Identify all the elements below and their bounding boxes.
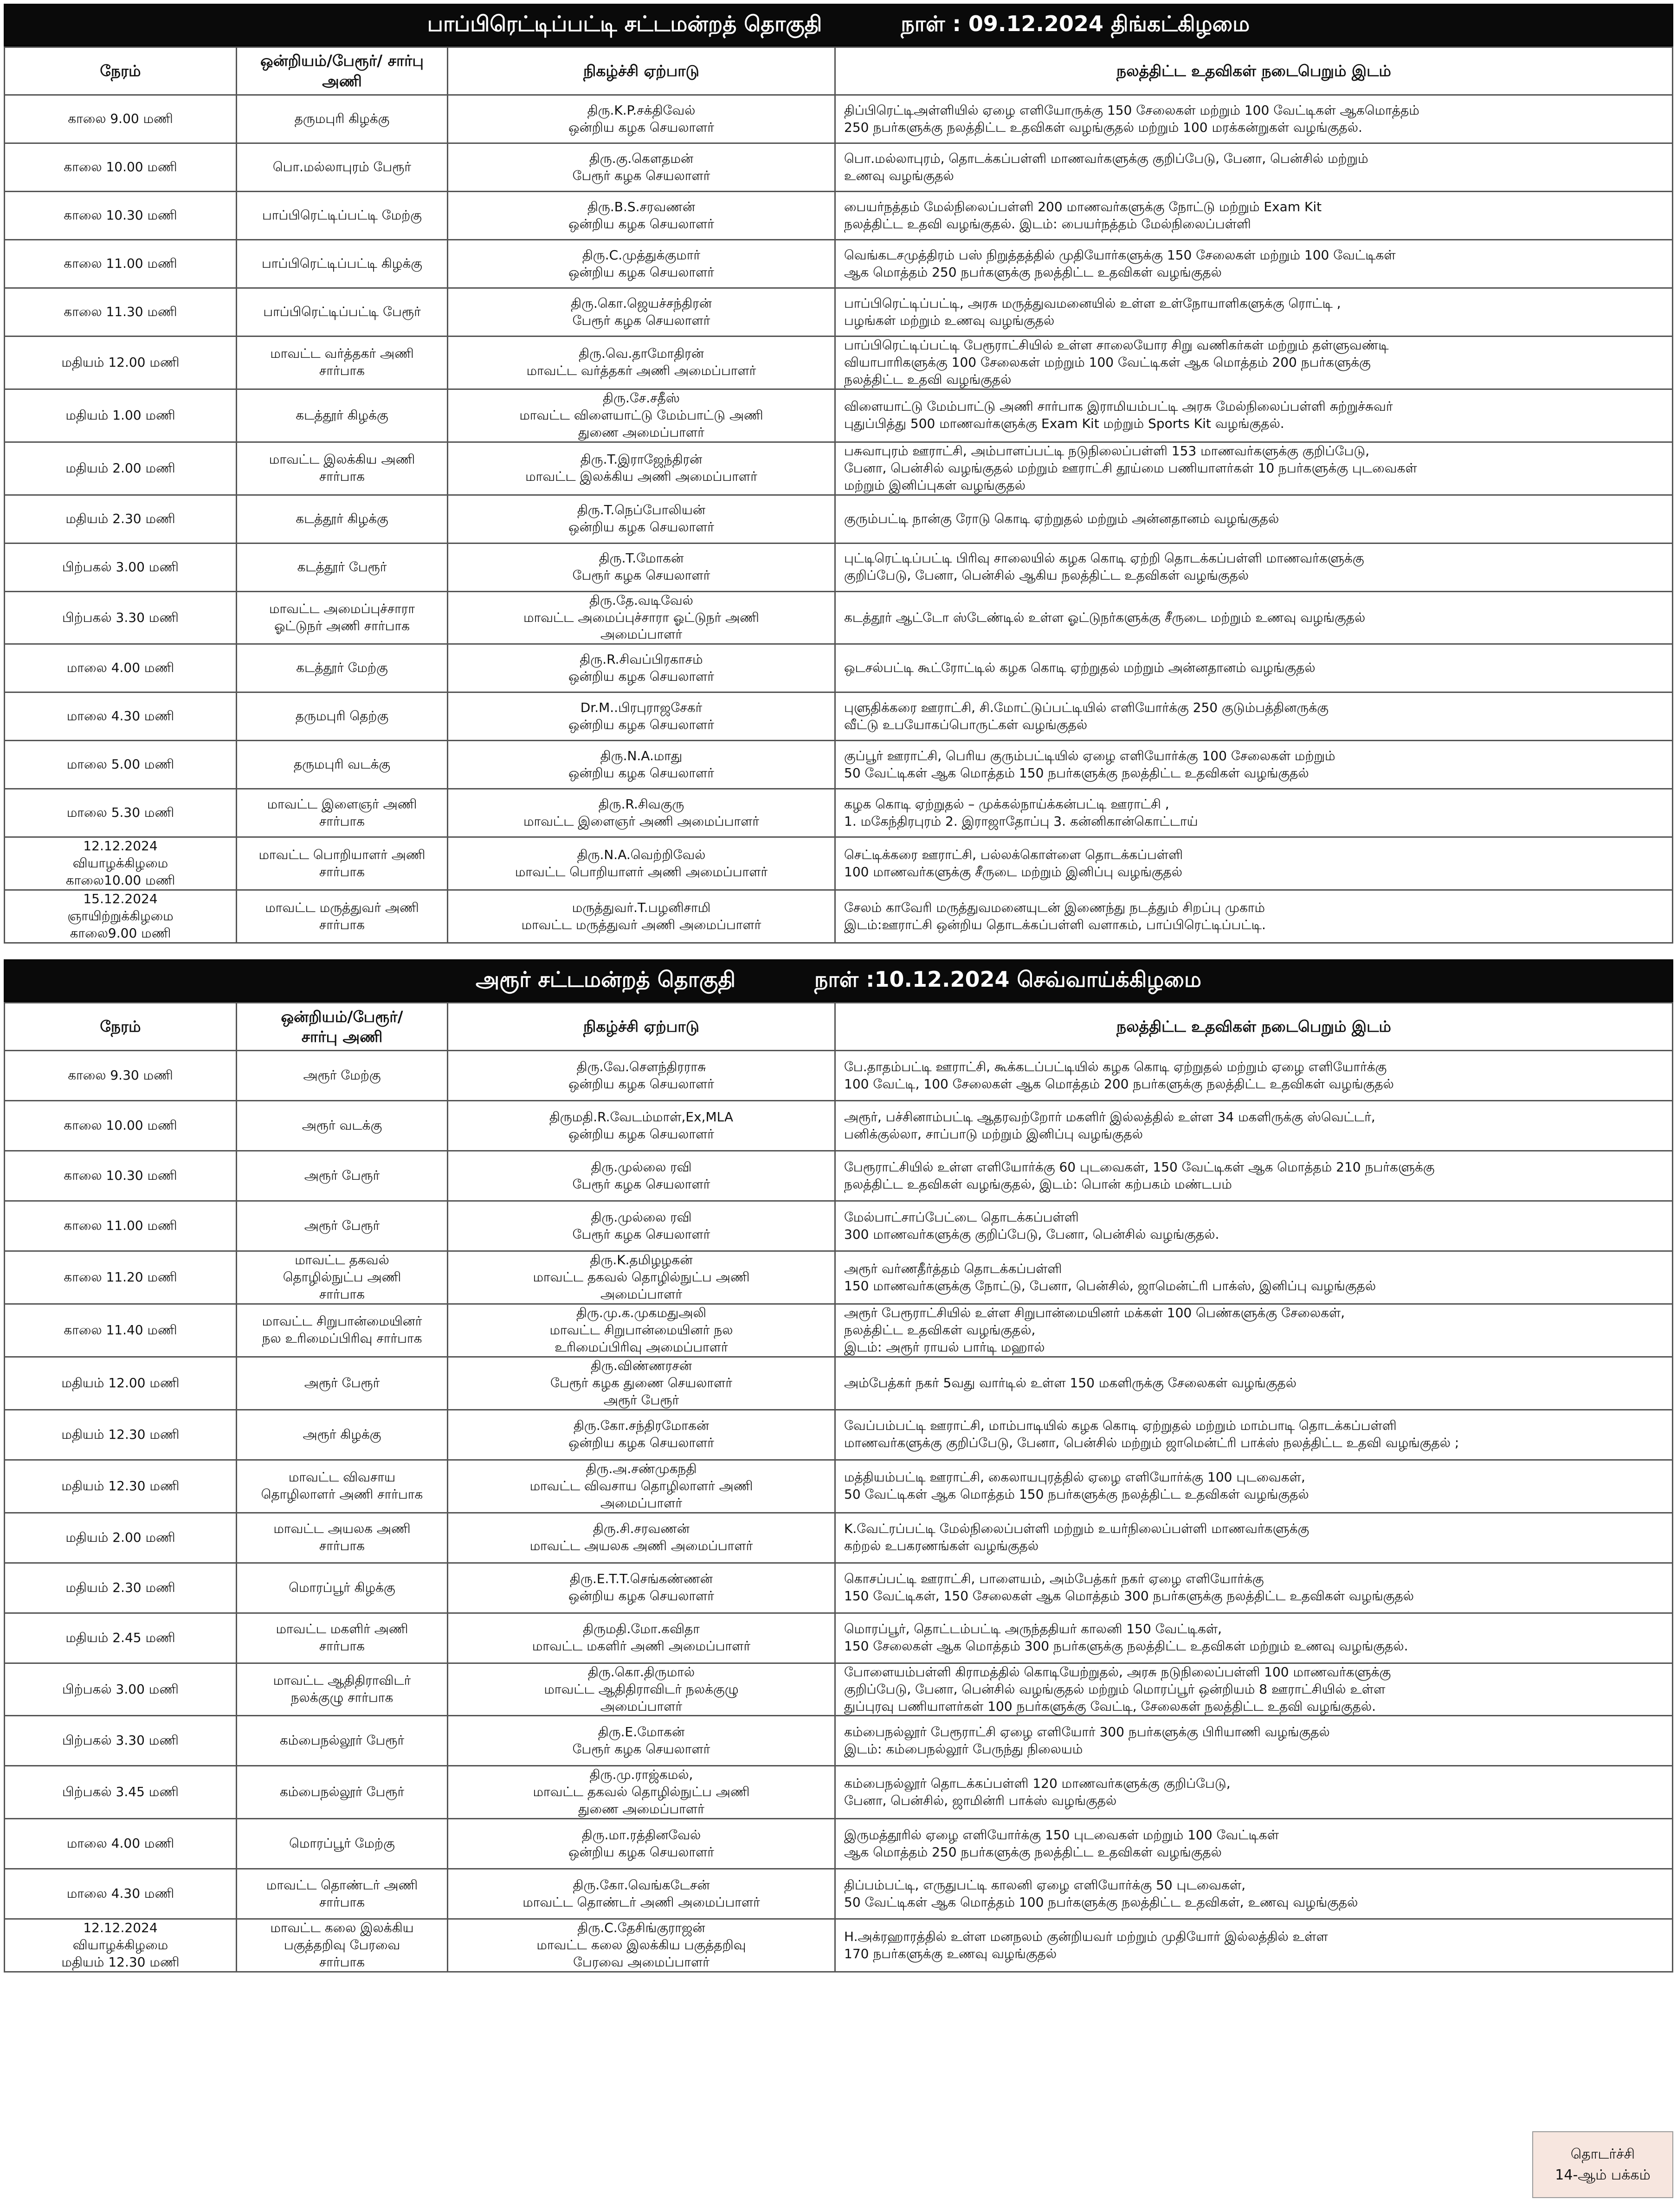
org-cell: திருமதி.R.வேடம்மாள்,Ex,MLA ஒன்றிய கழக செயலாளர் [448, 1101, 835, 1151]
section-banner [4, 4, 1673, 46]
org-cell: திரு.T.நெப்போலியன் ஒன்றிய கழக செயலாளர் [448, 495, 835, 543]
benefit-cell: K.வேட்ரப்பட்டி மேல்நிலைப்பள்ளி மற்றும் உயர்நிலைப்பள்ளி மாணவர்களுக்கு கற்றல் உபகரணங்கள் வழங்குதல் [835, 1513, 1673, 1563]
unit-cell: அரூர் பேரூர் [237, 1357, 448, 1410]
benefit-cell: பையர்நத்தம் மேல்நிலைப்பள்ளி 200 மாணவர்களுக்கு நோட்டு மற்றும் Exam Kit நலத்திட்ட உதவி வழங்குதல். இடம்: பையர்நத்தம் மேல்நிலைப்பள்ளி [835, 192, 1673, 240]
benefit-cell: ஒடசல்பட்டி கூட்ரோட்டில் கழக கொடி ஏற்றுதல் மற்றும் அன்னதானம் வழங்குதல் [835, 644, 1673, 692]
table-row [5, 591, 1673, 644]
benefit-cell: விளையாட்டு மேம்பாட்டு அணி சார்பாக இராமியம்பட்டி அரசு மேல்நிலைப்பள்ளி சுற்றுச்சுவர் புதுப்பித்து 500 மாணவர்களுக்கு Exam Kit மற்றும் Sports Kit வழங்குதல். [835, 389, 1673, 442]
table-row [5, 495, 1673, 543]
org-cell: திரு.C.முத்துக்குமார் ஒன்றிய கழக செயலாளர் [448, 240, 835, 288]
unit-cell: மாவட்ட சிறுபான்மையினர் நல உரிமைப்பிரிவு சார்பாக [237, 1304, 448, 1357]
schedule-table [4, 1002, 1673, 1973]
time-cell: மதியம் 12.30 மணி [5, 1410, 237, 1460]
time-cell: மதியம் 12.00 மணி [5, 1357, 237, 1410]
benefit-cell: கம்பைநல்லூர் பேரூராட்சி ஏழை எளியோர் 300 நபர்களுக்கு பிரியாணி வழங்குதல் இடம்: கம்பைநல்லூர் பேருந்து நிலையம் [835, 1716, 1673, 1766]
table-row [5, 1766, 1673, 1819]
table-row [5, 336, 1673, 389]
table-row [5, 442, 1673, 495]
table-row [5, 1051, 1673, 1101]
unit-cell: மாவட்ட தொண்டர் அணி சார்பாக [237, 1869, 448, 1919]
benefit-cell: H.அக்ரஹாரத்தில் உள்ள மனநலம் குன்றியவர் மற்றும் முதியோர் இல்லத்தில் உள்ள 170 நபர்களுக்கு உணவு வழங்குதல் [835, 1919, 1673, 1972]
benefit-cell: இருமத்தூரில் ஏழை எளியோர்க்கு 150 புடவைகள் மற்றும் 100 வேட்டிகள் ஆக மொத்தம் 250 நபர்களுக்கு நலத்திட்ட உதவிகள் வழங்குதல் [835, 1819, 1673, 1869]
benefit-cell: கழக கொடி ஏற்றுதல் – முக்கல்நாய்க்கன்பட்டி ஊராட்சி , 1. மகேந்திரபுரம் 2. இராஜாதோப்பு 3. கன்னிகான்கொட்டாய் [835, 789, 1673, 837]
org-cell: திரு.கோ.சந்திரமோகன் ஒன்றிய கழக செயலாளர் [448, 1410, 835, 1460]
unit-cell: அரூர் மேற்கு [237, 1051, 448, 1101]
benefit-cell: குரும்பட்டி நான்கு ரோடு கொடி ஏற்றுதல் மற்றும் அன்னதானம் வழங்குதல் [835, 495, 1673, 543]
time-cell: காலை 9.30 மணி [5, 1051, 237, 1101]
benefit-cell: குப்பூர் ஊராட்சி, பெரிய குரும்பட்டியில் ஏழை எளியோர்க்கு 100 சேலைகள் மற்றும் 50 வேட்டிகள் ஆக மொத்தம் 150 நபர்களுக்கு நலத்திட்ட உதவிகள் வழங்குதல் [835, 741, 1673, 789]
unit-cell: மாவட்ட வர்த்தகர் அணி சார்பாக [237, 336, 448, 389]
table-row [5, 288, 1673, 336]
section-gap [4, 944, 1673, 959]
unit-cell: அரூர் வடக்கு [237, 1101, 448, 1151]
table-row [5, 837, 1673, 890]
table-row [5, 1869, 1673, 1919]
unit-cell: மாவட்ட மகளிர் அணி சார்பாக [237, 1613, 448, 1663]
time-cell: காலை 11.40 மணி [5, 1304, 237, 1357]
org-cell: திரு.மு.ராஜ்கமல், மாவட்ட தகவல் தொழில்நுட்ப அணி துணை அமைப்பாளர் [448, 1766, 835, 1819]
benefit-cell: திப்பம்பட்டி, எருதுபட்டி காலனி ஏழை எளியோர்க்கு 50 புடவைகள், 50 வேட்டிகள் ஆக மொத்தம் 100 நபர்களுக்கு நலத்திட்ட உதவிகள், உணவு வழங்குதல் [835, 1869, 1673, 1919]
time-cell: மாலை 4.30 மணி [5, 1869, 237, 1919]
unit-cell: கடத்தூர் பேரூர் [237, 543, 448, 591]
org-cell: திரு.முல்லை ரவி பேரூர் கழக செயலாளர் [448, 1201, 835, 1251]
org-cell: திரு.கு.கௌதமன் பேரூர் கழக செயலாளர் [448, 143, 835, 192]
table-row [5, 240, 1673, 288]
time-cell: காலை 11.00 மணி [5, 240, 237, 288]
benefit-cell: கடத்தூர் ஆட்டோ ஸ்டேண்டில் உள்ள ஓட்டுநர்களுக்கு சீருடை மற்றும் உணவு வழங்குதல் [835, 591, 1673, 644]
time-cell: 12.12.2024 வியாழக்கிழமை காலை10.00 மணி [5, 837, 237, 890]
benefit-cell: அரூர் பேரூராட்சியில் உள்ள சிறுபான்மையினர் மக்கள் 100 பெண்களுக்கு சேலைகள், நலத்திட்ட உதவிகள் வழங்குதல், இடம்: அரூர் ராயல் பார்டி மஹால் [835, 1304, 1673, 1357]
org-cell: திரு.முல்லை ரவி பேரூர் கழக செயலாளர் [448, 1151, 835, 1201]
org-cell: திரு.T.இராஜேந்திரன் மாவட்ட இலக்கிய அணி அமைப்பாளர் [448, 442, 835, 495]
org-cell: திரு.சே.சதீஸ் மாவட்ட விளையாட்டு மேம்பாட்டு அணி துணை அமைப்பாளர் [448, 389, 835, 442]
table-row [5, 1563, 1673, 1613]
benefit-cell: கம்பைநல்லூர் தொடக்கப்பள்ளி 120 மாணவர்களுக்கு குறிப்பேடு, பேனா, பென்சில், ஜாமின்ரி பாக்ஸ் வழங்குதல் [835, 1766, 1673, 1819]
org-cell: திரு.R.சிவகுரு மாவட்ட இளைஞர் அணி அமைப்பாளர் [448, 789, 835, 837]
unit-cell: கம்பைநல்லூர் பேரூர் [237, 1716, 448, 1766]
table-row [5, 1613, 1673, 1663]
benefit-cell: பாப்பிரெட்டிப்பட்டி, அரசு மருத்துவமனையில் உள்ள உள்நோயாளிகளுக்கு ரொட்டி , பழங்கள் மற்றும் உணவு வழங்குதல் [835, 288, 1673, 336]
col-header-venue: நலத்திட்ட உதவிகள் நடைபெறும் இடம் [835, 1003, 1673, 1051]
benefit-cell: வேப்பம்பட்டி ஊராட்சி, மாம்பாடியில் கழக கொடி ஏற்றுதல் மற்றும் மாம்பாடி தொடக்கப்பள்ளி மாணவர்களுக்கு குறிப்பேடு, பேனா, பென்சில் மற்றும் ஜாமென்ட்ரி பாக்ஸ் நலத்திட்ட உதவி வழங்குதல் ; [835, 1410, 1673, 1460]
benefit-cell: புட்டிரெட்டிப்பட்டி பிரிவு சாலையில் கழக கொடி ஏற்றி தொடக்கப்பள்ளி மாணவர்களுக்கு குறிப்பேடு, பேனா, பென்சில் ஆகிய நலத்திட்ட உதவிகள் வழங்குதல் [835, 543, 1673, 591]
table-row [5, 1513, 1673, 1563]
org-cell: திரு.மா.ரத்தினவேல் ஒன்றிய கழக செயலாளர் [448, 1819, 835, 1869]
unit-cell: பாப்பிரெட்டிப்பட்டி மேற்கு [237, 192, 448, 240]
section-banner [4, 959, 1673, 1002]
table-row [5, 644, 1673, 692]
unit-cell: கடத்தூர் கிழக்கு [237, 389, 448, 442]
benefit-cell: பொ.மல்லாபுரம், தொடக்கப்பள்ளி மாணவர்களுக்கு குறிப்பேடு, பேனா, பென்சில் மற்றும் உணவு வழங்குதல் [835, 143, 1673, 192]
org-cell: திரு.E.மோகன் பேரூர் கழக செயலாளர் [448, 1716, 835, 1766]
time-cell: காலை 10.00 மணி [5, 1101, 237, 1151]
time-cell: காலை 9.00 மணி [5, 95, 237, 143]
table-row [5, 1101, 1673, 1151]
org-cell: திரு.K.P.சக்திவேல் ஒன்றிய கழக செயலாளர் [448, 95, 835, 143]
unit-cell: மாவட்ட கலை இலக்கிய பகுத்தறிவு பேரவை சார்பாக [237, 1919, 448, 1972]
unit-cell: மாவட்ட இளைஞர் அணி சார்பாக [237, 789, 448, 837]
table-row [5, 1304, 1673, 1357]
time-cell: 12.12.2024 வியாழக்கிழமை மதியம் 12.30 மணி [5, 1919, 237, 1972]
table-row [5, 1151, 1673, 1201]
time-cell: மதியம் 2.30 மணி [5, 1563, 237, 1613]
unit-cell: தருமபுரி வடக்கு [237, 741, 448, 789]
table-row [5, 95, 1673, 143]
org-cell: திரு.சி.சரவணன் மாவட்ட அயலக அணி அமைப்பாளர் [448, 1513, 835, 1563]
org-cell: திரு.மு.க.முகமதுஅலி மாவட்ட சிறுபான்மையினர் நல உரிமைப்பிரிவு அமைப்பாளர் [448, 1304, 835, 1357]
unit-cell: மொரப்பூர் கிழக்கு [237, 1563, 448, 1613]
section-arur [4, 959, 1673, 1973]
time-cell: பிற்பகல் 3.00 மணி [5, 543, 237, 591]
table-row [5, 890, 1673, 943]
org-cell: திரு.N.A.மாது ஒன்றிய கழக செயலாளர் [448, 741, 835, 789]
table-row [5, 1201, 1673, 1251]
benefit-cell: புளுதிக்கரை ஊராட்சி, சி.மோட்டுப்பட்டியில் எளியோர்க்கு 250 குடும்பத்தினருக்கு வீட்டு உபயோகப்பொருட்கள் வழங்குதல் [835, 692, 1673, 741]
benefit-cell: செட்டிக்கரை ஊராட்சி, பல்லக்கொள்ளை தொடக்கப்பள்ளி 100 மாணவர்களுக்கு சீருடை மற்றும் இனிப்பு வழங்குதல் [835, 837, 1673, 890]
benefit-cell: வெங்கடசமுத்திரம் பஸ் நிறுத்தத்தில் முதியோர்களுக்கு 150 சேலைகள் மற்றும் 100 வேட்டிகள் ஆக மொத்தம் 250 நபர்களுக்கு நலத்திட்ட உதவிகள் வழங்குதல் [835, 240, 1673, 288]
unit-cell: மாவட்ட தகவல் தொழில்நுட்ப அணி சார்பாக [237, 1251, 448, 1304]
table-row [5, 143, 1673, 192]
unit-cell: மாவட்ட இலக்கிய அணி சார்பாக [237, 442, 448, 495]
unit-cell: பாப்பிரெட்டிப்பட்டி கிழக்கு [237, 240, 448, 288]
col-header-time: நேரம் [5, 1003, 237, 1051]
time-cell: மாலை 4.00 மணி [5, 1819, 237, 1869]
time-cell: பிற்பகல் 3.45 மணி [5, 1766, 237, 1819]
table-row [5, 1410, 1673, 1460]
table-row [5, 789, 1673, 837]
org-cell: திரு.T.மோகன் பேரூர் கழக செயலாளர் [448, 543, 835, 591]
table-row [5, 543, 1673, 591]
benefit-cell: அம்பேத்கர் நகர் 5வது வார்டில் உள்ள 150 மகளிருக்கு சேலைகள் வழங்குதல் [835, 1357, 1673, 1410]
unit-cell: மாவட்ட மருத்துவர் அணி சார்பாக [237, 890, 448, 943]
col-header-time: நேரம் [5, 47, 237, 95]
unit-cell: பாப்பிரெட்டிப்பட்டி பேரூர் [237, 288, 448, 336]
benefit-cell: பேரூராட்சியில் உள்ள எளியோர்க்கு 60 புடவைகள், 150 வேட்டிகள் ஆக மொத்தம் 210 நபர்களுக்கு நலத்திட்ட உதவிகள் வழங்குதல், இடம்: பொன் கற்பகம் மண்டபம் [835, 1151, 1673, 1201]
org-cell: திரு.விண்ணரசன் பேரூர் கழக துணை செயலாளர் அரூர் பேரூர் [448, 1357, 835, 1410]
unit-cell: மாவட்ட ஆதிதிராவிடர் நலக்குழு சார்பாக [237, 1663, 448, 1716]
unit-cell: மாவட்ட விவசாய தொழிலாளர் அணி சார்பாக [237, 1460, 448, 1513]
unit-cell: தருமபுரி தெற்கு [237, 692, 448, 741]
time-cell: மதியம் 1.00 மணி [5, 389, 237, 442]
org-cell: திரு.K.தமிழழகன் மாவட்ட தகவல் தொழில்நுட்ப அணி அமைப்பாளர் [448, 1251, 835, 1304]
org-cell: திரு.கோ.வெங்கடேசன் மாவட்ட தொண்டர் அணி அமைப்பாளர் [448, 1869, 835, 1919]
unit-cell: கடத்தூர் கிழக்கு [237, 495, 448, 543]
org-cell: திருமதி.மோ.கவிதா மாவட்ட மகளிர் அணி அமைப்பாளர் [448, 1613, 835, 1663]
time-cell: மாலை 4.00 மணி [5, 644, 237, 692]
schedule-page [4, 4, 1673, 1973]
event-date: நாள் : 09.12.2024 திங்கட்கிழமை [901, 11, 1250, 36]
time-cell: காலை 10.00 மணி [5, 143, 237, 192]
benefit-cell: மொரப்பூர், தொட்டம்பட்டி அருந்ததியர் காலனி 150 வேட்டிகள், 150 சேலைகள் ஆக மொத்தம் 300 நபர்களுக்கு நலத்திட்ட உதவிகள் மற்றும் உணவு வழங்குதல். [835, 1613, 1673, 1663]
table-row [5, 1716, 1673, 1766]
col-header-organizer: நிகழ்ச்சி ஏற்பாடு [448, 1003, 835, 1051]
time-cell: பிற்பகல் 3.30 மணி [5, 591, 237, 644]
col-header-unit: ஒன்றியம்/பேரூர்/ சார்பு அணி [237, 1003, 448, 1051]
org-cell: திரு.தே.வடிவேல் மாவட்ட அமைப்புச்சாரா ஓட்டுநர் அணி அமைப்பாளர் [448, 591, 835, 644]
table-row [5, 1819, 1673, 1869]
schedule-rows [5, 95, 1673, 943]
benefit-cell: கொசப்பட்டி ஊராட்சி, பாளையம், அம்பேத்கர் நகர் ஏழை எளியோர்க்கு 150 வேட்டிகள், 150 சேலைகள் ஆக மொத்தம் 300 நபர்களுக்கு நலத்திட்ட உதவிகள் வழங்குதல் [835, 1563, 1673, 1613]
benefit-cell: மேல்பாட்சாப்பேட்டை தொடக்கப்பள்ளி 300 மாணவர்களுக்கு குறிப்பேடு, பேனா, பென்சில் வழங்குதல். [835, 1201, 1673, 1251]
time-cell: மாலை 5.30 மணி [5, 789, 237, 837]
table-row [5, 1357, 1673, 1410]
org-cell: திரு.அ.சண்முகநதி மாவட்ட விவசாய தொழிலாளர் அணி அமைப்பாளர் [448, 1460, 835, 1513]
col-header-venue: நலத்திட்ட உதவிகள் நடைபெறும் இடம் [835, 47, 1673, 95]
benefit-cell: அரூர், பச்சினாம்பட்டி ஆதரவற்றோர் மகளிர் இல்லத்தில் உள்ள 34 மகளிருக்கு ஸ்வெட்டர், பனிக்குல்லா, சாப்பாடு மற்றும் இனிப்பு வழங்குதல் [835, 1101, 1673, 1151]
org-cell: திரு.E.T.T.செங்கண்ணன் ஒன்றிய கழக செயலாளர் [448, 1563, 835, 1613]
org-cell: திரு.C.தேசிங்குராஜன் மாவட்ட கலை இலக்கிய பகுத்தறிவு பேரவை அமைப்பாளர் [448, 1919, 835, 1972]
unit-cell: மாவட்ட பொறியாளர் அணி சார்பாக [237, 837, 448, 890]
table-row [5, 741, 1673, 789]
unit-cell: மொரப்பூர் மேற்கு [237, 1819, 448, 1869]
table-row [5, 1251, 1673, 1304]
time-cell: காலை 11.30 மணி [5, 288, 237, 336]
unit-cell: தருமபுரி கிழக்கு [237, 95, 448, 143]
unit-cell: கம்பைநல்லூர் பேரூர் [237, 1766, 448, 1819]
schedule-table [4, 46, 1673, 944]
time-cell: மதியம் 2.00 மணி [5, 442, 237, 495]
time-cell: காலை 10.30 மணி [5, 192, 237, 240]
benefit-cell: அரூர் வர்ணதீர்த்தம் தொடக்கப்பள்ளி 150 மாணவர்களுக்கு நோட்டு, பேனா, பென்சில், ஜாமென்ட்ரி பாக்ஸ், இனிப்பு வழங்குதல் [835, 1251, 1673, 1304]
benefit-cell: போளையம்பள்ளி கிராமத்தில் கொடியேற்றுதல், அரசு நடுநிலைப்பள்ளி 100 மாணவர்களுக்கு குறிப்பேடு, பேனா, பென்சில் வழங்குதல் மற்றும் மொரப்பூர் ஒன்றியம் 8 ஊராட்சியில் உள்ள துப்புரவு பணியாளர்கள் 100 நபர்களுக்கு வேட்டி, சேலைகள் நலத்திட்ட உதவி வழங்குதல். [835, 1663, 1673, 1716]
time-cell: மாலை 5.00 மணி [5, 741, 237, 789]
org-cell: திரு.வெ.தாமோதிரன் மாவட்ட வர்த்தகர் அணி அமைப்பாளர் [448, 336, 835, 389]
table-row [5, 692, 1673, 741]
org-cell: திரு.N.A.வெற்றிவேல் மாவட்ட பொறியாளர் அணி அமைப்பாளர் [448, 837, 835, 890]
org-cell: திரு.கொ.ஜெயச்சந்திரன் பேரூர் கழக செயலாளர் [448, 288, 835, 336]
time-cell: மதியம் 2.30 மணி [5, 495, 237, 543]
org-cell: திரு.R.சிவப்பிரகாசம் ஒன்றிய கழக செயலாளர் [448, 644, 835, 692]
table-row [5, 389, 1673, 442]
time-cell: பிற்பகல் 3.00 மணி [5, 1663, 237, 1716]
table-row [5, 1919, 1673, 1972]
benefit-cell: பாப்பிரெட்டிப்பட்டி பேரூராட்சியில் உள்ள சாலையோர சிறு வணிகர்கள் மற்றும் தள்ளுவண்டி வியாபாரிகளுக்கு 100 சேலைகள் மற்றும் 100 வேட்டிகள் ஆக மொத்தம் 200 நபர்களுக்கு நலத்திட்ட உதவி வழங்குதல் [835, 336, 1673, 389]
benefit-cell: பே.தாதம்பட்டி ஊராட்சி, கூக்கடப்பட்டியில் கழக கொடி ஏற்றுதல் மற்றும் ஏழை எளியோர்க்கு 100 வேட்டி, 100 சேலைகள் ஆக மொத்தம் 200 நபர்களுக்கு நலத்திட்ட உதவிகள் வழங்குதல் [835, 1051, 1673, 1101]
continued-note [1532, 2131, 1673, 2198]
org-cell: திரு.B.S.சரவணன் ஒன்றிய கழக செயலாளர் [448, 192, 835, 240]
time-cell: மாலை 4.30 மணி [5, 692, 237, 741]
org-cell: திரு.கொ.திருமால் மாவட்ட ஆதிதிராவிடர் நலக்குழு அமைப்பாளர் [448, 1663, 835, 1716]
constituency-title: அரூர் சட்டமன்றத் தொகுதி [476, 966, 736, 992]
unit-cell: பொ.மல்லாபுரம் பேரூர் [237, 143, 448, 192]
unit-cell: கடத்தூர் மேற்கு [237, 644, 448, 692]
table-row [5, 1663, 1673, 1716]
time-cell: பிற்பகல் 3.30 மணி [5, 1716, 237, 1766]
header-row [5, 47, 1673, 95]
time-cell: காலை 11.00 மணி [5, 1201, 237, 1251]
event-date: நாள் :10.12.2024 செவ்வாய்க்கிழமை [814, 966, 1201, 992]
benefit-cell: மத்தியம்பட்டி ஊராட்சி, கைலாயபுரத்தில் ஏழை எளியோர்க்கு 100 புடவைகள், 50 வேட்டிகள் ஆக மொத்தம் 150 நபர்களுக்கு நலத்திட்ட உதவிகள் வழங்குதல் [835, 1460, 1673, 1513]
col-header-unit: ஒன்றியம்/பேரூர்/ சார்பு அணி [237, 47, 448, 95]
time-cell: மதியம் 2.00 மணி [5, 1513, 237, 1563]
time-cell: காலை 10.30 மணி [5, 1151, 237, 1201]
time-cell: காலை 11.20 மணி [5, 1251, 237, 1304]
col-header-organizer: நிகழ்ச்சி ஏற்பாடு [448, 47, 835, 95]
benefit-cell: சேலம் காவேரி மருத்துவமனையுடன் இணைந்து நடத்தும் சிறப்பு முகாம் இடம்:ஊராட்சி ஒன்றிய தொடக்கப்பள்ளி வளாகம், பாப்பிரெட்டிப்பட்டி. [835, 890, 1673, 943]
org-cell: Dr.M..பிரபுராஜசேகர் ஒன்றிய கழக செயலாளர் [448, 692, 835, 741]
time-cell: மதியம் 2.45 மணி [5, 1613, 237, 1663]
unit-cell: அரூர் கிழக்கு [237, 1410, 448, 1460]
unit-cell: அரூர் பேரூர் [237, 1201, 448, 1251]
unit-cell: அரூர் பேரூர் [237, 1151, 448, 1201]
time-cell: மதியம் 12.00 மணி [5, 336, 237, 389]
continued-page: 14-ஆம் பக்கம் [1555, 2167, 1651, 2183]
time-cell: 15.12.2024 ஞாயிற்றுக்கிழமை காலை9.00 மணி [5, 890, 237, 943]
org-cell: திரு.வே.சௌந்திரராசு ஒன்றிய கழக செயலாளர் [448, 1051, 835, 1101]
unit-cell: மாவட்ட அயலக அணி சார்பாக [237, 1513, 448, 1563]
section-pappireddipatti [4, 4, 1673, 944]
constituency-title: பாப்பிரெட்டிப்பட்டி சட்டமன்றத் தொகுதி [427, 11, 822, 36]
unit-cell: மாவட்ட அமைப்புச்சாரா ஓட்டுநர் அணி சார்பாக [237, 591, 448, 644]
schedule-rows [5, 1051, 1673, 1972]
continued-label: தொடர்ச்சி [1570, 2146, 1635, 2162]
table-row [5, 1460, 1673, 1513]
benefit-cell: திப்பிரெட்டிஅள்ளியில் ஏழை எளியோருக்கு 150 சேலைகள் மற்றும் 100 வேட்டிகள் ஆகமொத்தம் 250 நபர்களுக்கு நலத்திட்ட உதவிகள் வழங்குதல் மற்றும் 100 மரக்கன்றுகள் வழங்குதல். [835, 95, 1673, 143]
time-cell: மதியம் 12.30 மணி [5, 1460, 237, 1513]
header-row [5, 1003, 1673, 1051]
table-row [5, 192, 1673, 240]
org-cell: மருத்துவர்.T.பழனிசாமி மாவட்ட மருத்துவர் அணி அமைப்பாளர் [448, 890, 835, 943]
benefit-cell: பசுவாபுரம் ஊராட்சி, அம்பாளப்பட்டி நடுநிலைப்பள்ளி 153 மாணவர்களுக்கு குறிப்பேடு, பேனா, பென்சில் வழங்குதல் மற்றும் ஊராட்சி தூய்மை பணியாளர்கள் 10 நபர்களுக்கு புடவைகள் மற்றும் இனிப்புகள் வழங்குதல் [835, 442, 1673, 495]
